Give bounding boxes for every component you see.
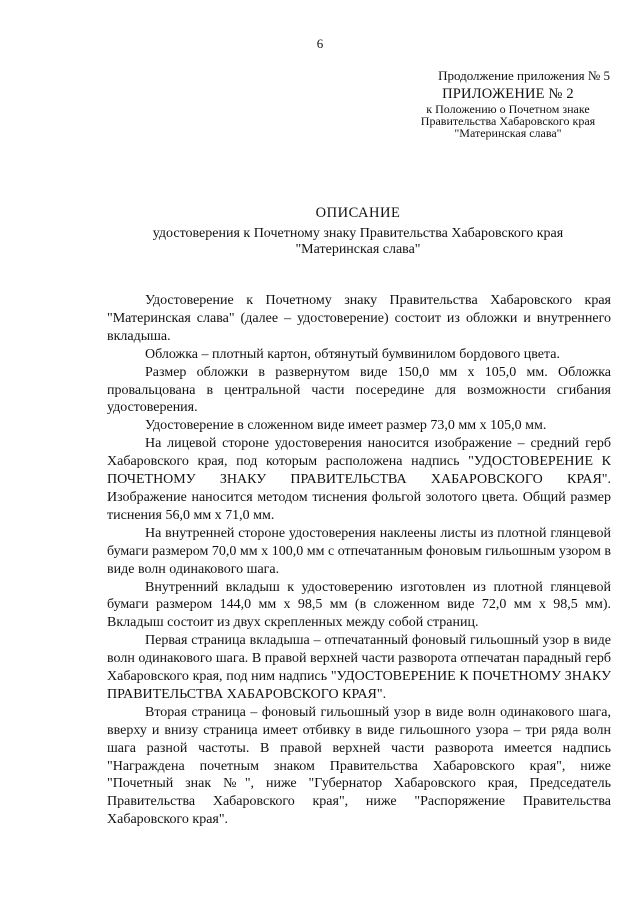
document-body xyxy=(107,292,611,829)
body-paragraph: Вторая страница – фоновый гильошный узор в виде волн одинакового шага, вверху и внизу страница имеет отбивку в виде гильошного узора – три ряда волн шага разной частоты. В правой верхней части разворота имеется надпись "Награждена почетным знаком Правительства Хабаровского края", ниже "Почетный знак №", ниже "Губернатор Хабаровского края, Председатель Правительства Хабаровского края", ниже "Распоряжение Правительства Хабаровского края". xyxy=(107,704,611,828)
body-paragraph: Первая страница вкладыша – отпечатанный фоновый гильошный узор в виде волн одинакового шага. В правой верхней части разворота отпечатан парадный герб Хабаровского края, под ним надпись "УДОСТОВЕРЕНИЕ К ПОЧЕТНОМУ ЗНАКУ ПРАВИТЕЛЬСТВА ХАБАРОВСКОГО КРАЯ". xyxy=(107,633,611,702)
body-paragraph: Обложка – плотный картон, обтянутый бумвинилом бордового цвета. xyxy=(145,346,560,362)
body-paragraph: На внутренней стороне удостоверения наклеены листы из плотной глянцевой бумаги размером 70,0 мм х 100,0 мм с отпечатанным фоновым гильошным узором в виде волн одинакового шага. xyxy=(107,525,611,577)
body-paragraph: На лицевой стороне удостоверения наносится изображение – средний герб Хабаровского края, под которым расположена надпись "УДОСТОВЕРЕНИЕ К ПОЧЕТНОМУ ЗНАКУ ПРАВИТЕЛЬСТВА ХАБАРОВСКОГО КРАЯ". Изображение наносится методом тиснения фольгой золотого цвета. Общий размер тиснения 56,0 мм х 71,0 мм. xyxy=(107,436,611,523)
body-paragraph: Удостоверение к Почетному знаку Правительства Хабаровского края "Материнская слава" (далее – удостоверение) состоит из обложки и внутреннего вкладыша. xyxy=(107,293,611,344)
appendix-line: к Положению о Почетном знаке xyxy=(426,102,590,116)
body-paragraph: Внутренний вкладыш к удостоверению изготовлен из плотной глянцевой бумаги размером 144,0 мм х 98,5 мм (в сложенном виде 72,0 мм х 98,5 мм). Вкладыш состоит из двух скрепленных между собой страниц. xyxy=(107,579,611,631)
document-title: ОПИСАНИЕ xyxy=(315,205,401,221)
appendix-line: "Материнская слава" xyxy=(454,126,562,140)
document-subtitle xyxy=(0,226,640,258)
appendix-header xyxy=(410,86,606,139)
body-paragraph: Размер обложки в развернутом виде 150,0 мм х 105,0 мм. Обложка провальцована в центральной части посередине для возможности сгибания удостоверения. xyxy=(107,364,611,416)
document-subtitle-line: удостоверения к Почетному знаку Правительства Хабаровского края xyxy=(152,226,564,241)
body-paragraph: Удостоверение в сложенном виде имеет размер 73,0 мм х 105,0 мм. xyxy=(145,418,547,434)
appendix-title: ПРИЛОЖЕНИЕ № 2 xyxy=(442,86,574,102)
appendix-line: Правительства Хабаровского края xyxy=(420,114,596,128)
document-subtitle-line: "Материнская слава" xyxy=(295,242,421,257)
page-number: 6 xyxy=(316,36,324,51)
appendix-continuation-note: Продолжение приложения № 5 xyxy=(438,68,610,83)
